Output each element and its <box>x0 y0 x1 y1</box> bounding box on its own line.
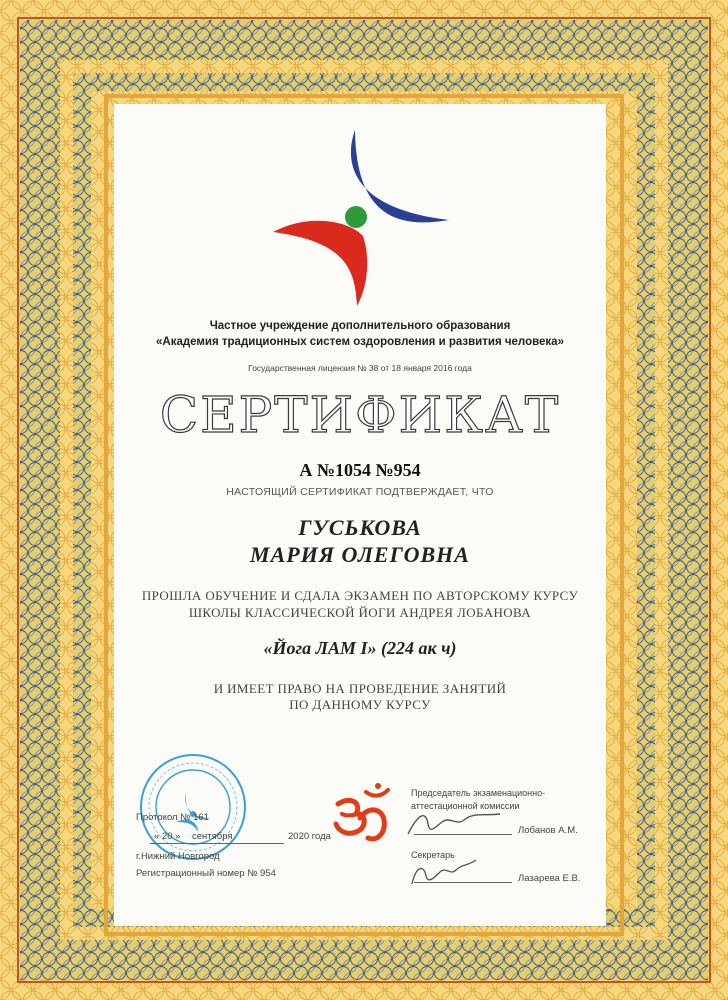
issue-city: г.Нижний Новгород <box>136 851 220 862</box>
om-symbol-icon <box>330 782 394 856</box>
round-seal-stamp <box>138 752 248 862</box>
chair-sign-line <box>414 834 512 835</box>
secretary-signature-icon <box>406 856 486 890</box>
chair-title-line2: аттестационной комиссии <box>411 801 520 811</box>
org-name-line1: Частное учреждение дополнительного образования <box>209 320 511 332</box>
academy-logo-icon <box>271 120 451 310</box>
chair-name: Лобанов А.М. <box>518 825 578 836</box>
holder-name: МАРИЯ ОЛЕГОВНА <box>250 542 470 567</box>
license-text: Государственная лицензия № 38 от 18 января 2016 года <box>248 363 472 373</box>
certificate-number: А №1054 №954 <box>299 460 421 480</box>
confirms-text: НАСТОЯЩИЙ СЕРТИФИКАТ ПОДТВЕРЖДАЕТ, ЧТО <box>226 486 494 498</box>
holder-surname: ГУСЬКОВА <box>298 515 422 540</box>
chair-title-line1: Председатель экзаменационно- <box>411 788 546 798</box>
certificate-panel <box>114 104 606 926</box>
secretary-title: Секретарь <box>411 850 455 860</box>
issue-month: сентября <box>192 831 233 842</box>
secretary-name: Лазарева Е.В. <box>518 873 581 884</box>
secretary-sign-line <box>414 882 512 883</box>
right-text-line2: ПО ДАННОМУ КУРСУ <box>289 697 431 712</box>
right-text-line1: И ИМЕЕТ ПРАВО НА ПРОВЕДЕНИЕ ЗАНЯТИЙ <box>213 681 507 696</box>
org-name-line2: «Академия традиционных систем оздоровления и развития человека» <box>156 336 564 348</box>
issue-day: « 20 » <box>154 831 181 842</box>
date-line <box>150 843 284 844</box>
passed-text-line1: ПРОШЛА ОБУЧЕНИЕ И СДАЛА ЭКЗАМЕН ПО АВТОРСКОМУ КУРСУ <box>141 588 579 603</box>
registration-number: Регистрационный номер № 954 <box>136 868 276 879</box>
course-title: «Йога ЛАМ I» (224 ак ч) <box>263 638 457 658</box>
passed-text-line2: ШКОЛЫ КЛАССИЧЕСКОЙ ЙОГИ АНДРЕЯ ЛОБАНОВА <box>188 605 532 620</box>
issue-year: 2020 года <box>288 831 331 842</box>
protocol-number: Протокол № 161 <box>136 812 209 823</box>
certificate-title: СЕРТИФИКАТ <box>159 386 561 444</box>
